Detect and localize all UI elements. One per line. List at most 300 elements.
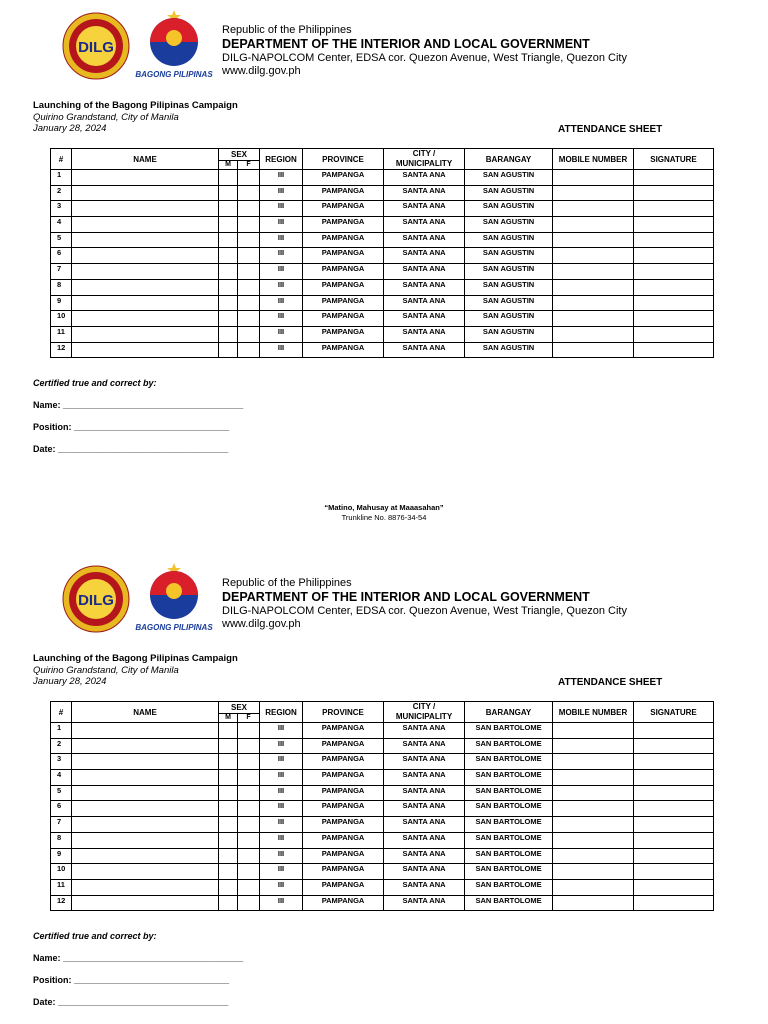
letterhead [222, 577, 627, 631]
barangay-cell: SAN BARTOLOME [465, 832, 553, 848]
table-row [51, 185, 714, 201]
col-sex-female: F [238, 160, 260, 169]
barangay-cell: SAN BARTOLOME [465, 879, 553, 895]
attendance-rows [51, 723, 714, 911]
table-row [51, 342, 714, 358]
certification [33, 931, 243, 1007]
table-row [51, 311, 714, 327]
name-cell[interactable] [72, 848, 219, 864]
province-cell: PAMPANGA [303, 201, 384, 217]
signature-cell[interactable] [634, 738, 714, 754]
province-cell: PAMPANGA [303, 754, 384, 770]
province-cell: PAMPANGA [303, 342, 384, 358]
city-cell: SANTA ANA [384, 185, 465, 201]
attendance-rows [51, 170, 714, 358]
province-cell: PAMPANGA [303, 817, 384, 833]
mobile-number-cell[interactable] [553, 801, 634, 817]
sex-male-cell[interactable] [219, 785, 238, 801]
name-cell[interactable] [72, 248, 219, 264]
province-cell: PAMPANGA [303, 848, 384, 864]
mobile-number-cell[interactable] [553, 848, 634, 864]
sex-female-cell[interactable] [238, 185, 260, 201]
city-cell: SANTA ANA [384, 295, 465, 311]
row-number: 6 [51, 248, 72, 264]
signature-cell[interactable] [634, 848, 714, 864]
row-number: 6 [51, 801, 72, 817]
region-cell: III [260, 895, 303, 911]
sex-male-cell[interactable] [219, 295, 238, 311]
sex-male-cell[interactable] [219, 264, 238, 280]
region-cell: III [260, 248, 303, 264]
col-sex-male: M [219, 160, 238, 169]
signature-cell[interactable] [634, 326, 714, 342]
sex-female-cell[interactable] [238, 232, 260, 248]
logos [62, 8, 216, 79]
region-cell: III [260, 754, 303, 770]
event-venue: Quirino Grandstand, City of Manila [33, 111, 179, 123]
region-cell: III [260, 217, 303, 233]
province-cell: PAMPANGA [303, 738, 384, 754]
row-number: 3 [51, 201, 72, 217]
sex-male-cell[interactable] [219, 201, 238, 217]
city-cell: SANTA ANA [384, 326, 465, 342]
certification [33, 378, 243, 454]
table-row [51, 201, 714, 217]
name-cell[interactable] [72, 738, 219, 754]
province-cell: PAMPANGA [303, 723, 384, 739]
province-cell: PAMPANGA [303, 832, 384, 848]
row-number: 7 [51, 264, 72, 280]
signature-cell[interactable] [634, 754, 714, 770]
sex-female-cell[interactable] [238, 738, 260, 754]
sex-male-cell[interactable] [219, 770, 238, 786]
col-city: CITY / MUNICIPALITY [384, 702, 465, 723]
mobile-number-cell[interactable] [553, 864, 634, 880]
dilg-seal-icon [62, 12, 130, 80]
sex-male-cell[interactable] [219, 217, 238, 233]
col-province: PROVINCE [303, 702, 384, 723]
barangay-cell: SAN AGUSTIN [465, 311, 553, 327]
city-cell: SANTA ANA [384, 801, 465, 817]
name-cell[interactable] [72, 264, 219, 280]
signature-cell[interactable] [634, 248, 714, 264]
table-row [51, 326, 714, 342]
sex-female-cell[interactable] [238, 770, 260, 786]
sex-female-cell[interactable] [238, 879, 260, 895]
table-row [51, 279, 714, 295]
col-num: # [51, 149, 72, 170]
name-cell[interactable] [72, 895, 219, 911]
region-cell: III [260, 295, 303, 311]
signature-cell[interactable] [634, 801, 714, 817]
region-cell: III [260, 185, 303, 201]
attendance-sheet-title: ATTENDANCE SHEET [558, 124, 663, 135]
certification-title: Certified true and correct by: [33, 931, 157, 941]
sex-female-cell[interactable] [238, 295, 260, 311]
svg-text:BAGONG PILIPINAS: BAGONG PILIPINAS [135, 623, 213, 632]
city-cell: SANTA ANA [384, 311, 465, 327]
department-address: DILG-NAPOLCOM Center, EDSA cor. Quezon Avenue, West Triangle, Quezon City [222, 605, 627, 617]
col-mobile: MOBILE NUMBER [553, 702, 634, 723]
sex-female-cell[interactable] [238, 279, 260, 295]
department-name: DEPARTMENT OF THE INTERIOR AND LOCAL GOVERNMENT [222, 590, 590, 604]
col-city: CITY / MUNICIPALITY [384, 149, 465, 170]
mobile-number-cell[interactable] [553, 895, 634, 911]
col-num: # [51, 702, 72, 723]
sex-female-cell[interactable] [238, 342, 260, 358]
signature-cell[interactable] [634, 785, 714, 801]
sex-male-cell[interactable] [219, 879, 238, 895]
sex-female-cell[interactable] [238, 264, 260, 280]
bagong-pilipinas-logo-icon [134, 561, 214, 633]
row-number: 11 [51, 879, 72, 895]
sex-male-cell[interactable] [219, 832, 238, 848]
signature-cell[interactable] [634, 185, 714, 201]
table-row [51, 170, 714, 186]
mobile-number-cell[interactable] [553, 723, 634, 739]
name-cell[interactable] [72, 326, 219, 342]
name-cell[interactable] [72, 754, 219, 770]
certifier-name-line[interactable]: Name: ____________________________________ [33, 400, 244, 410]
mobile-number-cell[interactable] [553, 170, 634, 186]
row-number: 4 [51, 217, 72, 233]
barangay-cell: SAN AGUSTIN [465, 201, 553, 217]
region-cell: III [260, 311, 303, 327]
row-number: 7 [51, 817, 72, 833]
sex-male-cell[interactable] [219, 326, 238, 342]
signature-cell[interactable] [634, 295, 714, 311]
col-province: PROVINCE [303, 149, 384, 170]
region-cell: III [260, 817, 303, 833]
city-cell: SANTA ANA [384, 864, 465, 880]
province-cell: PAMPANGA [303, 279, 384, 295]
name-cell[interactable] [72, 201, 219, 217]
name-cell[interactable] [72, 232, 219, 248]
barangay-cell: SAN AGUSTIN [465, 295, 553, 311]
region-cell: III [260, 738, 303, 754]
name-cell[interactable] [72, 817, 219, 833]
col-name: NAME [72, 149, 219, 170]
name-cell[interactable] [72, 342, 219, 358]
sex-female-cell[interactable] [238, 248, 260, 264]
signature-cell[interactable] [634, 864, 714, 880]
mobile-number-cell[interactable] [553, 326, 634, 342]
barangay-cell: SAN AGUSTIN [465, 264, 553, 280]
region-cell: III [260, 832, 303, 848]
city-cell: SANTA ANA [384, 817, 465, 833]
logos [62, 561, 216, 632]
svg-text:DILG: DILG [78, 592, 114, 609]
name-cell[interactable] [72, 801, 219, 817]
signature-cell[interactable] [634, 832, 714, 848]
col-signature: SIGNATURE [634, 702, 714, 723]
footer-trunkline: Trunkline No. 8876-34-54 [341, 513, 427, 522]
sex-male-cell[interactable] [219, 848, 238, 864]
region-cell: III [260, 201, 303, 217]
signature-cell[interactable] [634, 201, 714, 217]
region-cell: III [260, 770, 303, 786]
mobile-number-cell[interactable] [553, 185, 634, 201]
sex-male-cell[interactable] [219, 817, 238, 833]
name-cell[interactable] [72, 295, 219, 311]
certifier-name-line[interactable]: Name: ____________________________________ [33, 953, 244, 963]
sex-female-cell[interactable] [238, 723, 260, 739]
svg-text:BAGONG PILIPINAS: BAGONG PILIPINAS [135, 70, 213, 79]
sex-female-cell[interactable] [238, 326, 260, 342]
name-cell[interactable] [72, 185, 219, 201]
sex-female-cell[interactable] [238, 785, 260, 801]
row-number: 3 [51, 754, 72, 770]
sex-male-cell[interactable] [219, 248, 238, 264]
sex-male-cell[interactable] [219, 723, 238, 739]
svg-text:DILG: DILG [78, 39, 114, 56]
city-cell: SANTA ANA [384, 895, 465, 911]
col-sex-male: M [219, 713, 238, 722]
signature-cell[interactable] [634, 170, 714, 186]
event-date: January 28, 2024 [33, 676, 107, 687]
name-cell[interactable] [72, 879, 219, 895]
sex-male-cell[interactable] [219, 864, 238, 880]
barangay-cell: SAN AGUSTIN [465, 232, 553, 248]
row-number: 12 [51, 342, 72, 358]
table-row [51, 754, 714, 770]
table-row [51, 738, 714, 754]
event-title: Launching of the Bagong Pilipinas Campaign [33, 653, 238, 664]
table-row [51, 785, 714, 801]
barangay-cell: SAN BARTOLOME [465, 801, 553, 817]
region-cell: III [260, 170, 303, 186]
signature-cell[interactable] [634, 723, 714, 739]
table-row [51, 832, 714, 848]
row-number: 2 [51, 185, 72, 201]
certifier-position-line[interactable]: Position: _______________________________ [33, 422, 230, 432]
sex-female-cell[interactable] [238, 895, 260, 911]
mobile-number-cell[interactable] [553, 754, 634, 770]
department-name: DEPARTMENT OF THE INTERIOR AND LOCAL GOVERNMENT [222, 37, 590, 51]
col-mobile: MOBILE NUMBER [553, 149, 634, 170]
page-footer [0, 503, 768, 523]
row-number: 12 [51, 895, 72, 911]
name-cell[interactable] [72, 217, 219, 233]
region-cell: III [260, 848, 303, 864]
barangay-cell: SAN BARTOLOME [465, 738, 553, 754]
sex-female-cell[interactable] [238, 832, 260, 848]
city-cell: SANTA ANA [384, 879, 465, 895]
signature-cell[interactable] [634, 817, 714, 833]
barangay-cell: SAN AGUSTIN [465, 170, 553, 186]
region-cell: III [260, 785, 303, 801]
region-cell: III [260, 801, 303, 817]
mobile-number-cell[interactable] [553, 295, 634, 311]
name-cell[interactable] [72, 723, 219, 739]
sex-male-cell[interactable] [219, 738, 238, 754]
city-cell: SANTA ANA [384, 848, 465, 864]
sex-female-cell[interactable] [238, 170, 260, 186]
mobile-number-cell[interactable] [553, 279, 634, 295]
col-region: REGION [260, 702, 303, 723]
province-cell: PAMPANGA [303, 895, 384, 911]
sex-male-cell[interactable] [219, 311, 238, 327]
event-info [33, 100, 238, 135]
city-cell: SANTA ANA [384, 217, 465, 233]
certification-title: Certified true and correct by: [33, 378, 157, 388]
sex-female-cell[interactable] [238, 201, 260, 217]
row-number: 8 [51, 279, 72, 295]
table-row [51, 248, 714, 264]
row-number: 9 [51, 848, 72, 864]
sex-female-cell[interactable] [238, 848, 260, 864]
region-cell: III [260, 342, 303, 358]
event-venue: Quirino Grandstand, City of Manila [33, 664, 179, 676]
row-number: 9 [51, 295, 72, 311]
signature-cell[interactable] [634, 311, 714, 327]
website-link[interactable]: www.dilg.gov.ph [222, 618, 301, 630]
table-row [51, 295, 714, 311]
province-cell: PAMPANGA [303, 864, 384, 880]
region-cell: III [260, 326, 303, 342]
certifier-date-line[interactable]: Date: __________________________________ [33, 444, 229, 454]
region-cell: III [260, 279, 303, 295]
barangay-cell: SAN AGUSTIN [465, 217, 553, 233]
col-region: REGION [260, 149, 303, 170]
name-cell[interactable] [72, 864, 219, 880]
sex-female-cell[interactable] [238, 817, 260, 833]
signature-cell[interactable] [634, 279, 714, 295]
col-barangay: BARANGAY [465, 702, 553, 723]
certifier-date-line[interactable]: Date: __________________________________ [33, 997, 229, 1007]
row-number: 2 [51, 738, 72, 754]
mobile-number-cell[interactable] [553, 738, 634, 754]
event-title: Launching of the Bagong Pilipinas Campaign [33, 100, 238, 111]
signature-cell[interactable] [634, 770, 714, 786]
sex-male-cell[interactable] [219, 754, 238, 770]
city-cell: SANTA ANA [384, 770, 465, 786]
row-number: 8 [51, 832, 72, 848]
row-number: 10 [51, 864, 72, 880]
signature-cell[interactable] [634, 879, 714, 895]
sex-female-cell[interactable] [238, 754, 260, 770]
sex-female-cell[interactable] [238, 217, 260, 233]
row-number: 5 [51, 232, 72, 248]
republic-label: Republic of the Philippines [222, 577, 352, 589]
table-row [51, 864, 714, 880]
mobile-number-cell[interactable] [553, 232, 634, 248]
province-cell: PAMPANGA [303, 232, 384, 248]
sex-male-cell[interactable] [219, 185, 238, 201]
sex-male-cell[interactable] [219, 232, 238, 248]
city-cell: SANTA ANA [384, 738, 465, 754]
barangay-cell: SAN BARTOLOME [465, 848, 553, 864]
province-cell: PAMPANGA [303, 264, 384, 280]
sex-female-cell[interactable] [238, 864, 260, 880]
signature-cell[interactable] [634, 232, 714, 248]
signature-cell[interactable] [634, 342, 714, 358]
barangay-cell: SAN BARTOLOME [465, 817, 553, 833]
mobile-number-cell[interactable] [553, 832, 634, 848]
province-cell: PAMPANGA [303, 879, 384, 895]
sex-male-cell[interactable] [219, 170, 238, 186]
city-cell: SANTA ANA [384, 832, 465, 848]
department-address: DILG-NAPOLCOM Center, EDSA cor. Quezon Avenue, West Triangle, Quezon City [222, 52, 627, 64]
name-cell[interactable] [72, 311, 219, 327]
province-cell: PAMPANGA [303, 770, 384, 786]
mobile-number-cell[interactable] [553, 217, 634, 233]
attendance-table [50, 701, 714, 911]
barangay-cell: SAN BARTOLOME [465, 754, 553, 770]
signature-cell[interactable] [634, 217, 714, 233]
name-cell[interactable] [72, 770, 219, 786]
mobile-number-cell[interactable] [553, 201, 634, 217]
col-sex-female: F [238, 713, 260, 722]
row-number: 11 [51, 326, 72, 342]
mobile-number-cell[interactable] [553, 248, 634, 264]
table-row [51, 879, 714, 895]
city-cell: SANTA ANA [384, 264, 465, 280]
city-cell: SANTA ANA [384, 170, 465, 186]
province-cell: PAMPANGA [303, 248, 384, 264]
mobile-number-cell[interactable] [553, 770, 634, 786]
row-number: 1 [51, 170, 72, 186]
mobile-number-cell[interactable] [553, 342, 634, 358]
certifier-position-line[interactable]: Position: _______________________________ [33, 975, 230, 985]
city-cell: SANTA ANA [384, 342, 465, 358]
province-cell: PAMPANGA [303, 785, 384, 801]
row-number: 1 [51, 723, 72, 739]
region-cell: III [260, 264, 303, 280]
sex-female-cell[interactable] [238, 801, 260, 817]
mobile-number-cell[interactable] [553, 264, 634, 280]
barangay-cell: SAN BARTOLOME [465, 895, 553, 911]
event-date: January 28, 2024 [33, 123, 107, 134]
table-row [51, 770, 714, 786]
sex-male-cell[interactable] [219, 895, 238, 911]
col-sex: SEX [219, 149, 260, 161]
mobile-number-cell[interactable] [553, 879, 634, 895]
attendance-sheet-title: ATTENDANCE SHEET [558, 677, 663, 688]
region-cell: III [260, 723, 303, 739]
name-cell[interactable] [72, 279, 219, 295]
barangay-cell: SAN AGUSTIN [465, 342, 553, 358]
table-row [51, 723, 714, 739]
city-cell: SANTA ANA [384, 232, 465, 248]
footer-motto: “Matino, Mahusay at Maaasahan” [324, 503, 444, 512]
mobile-number-cell[interactable] [553, 817, 634, 833]
sex-female-cell[interactable] [238, 311, 260, 327]
signature-cell[interactable] [634, 895, 714, 911]
barangay-cell: SAN BARTOLOME [465, 864, 553, 880]
signature-cell[interactable] [634, 264, 714, 280]
website-link[interactable]: www.dilg.gov.ph [222, 65, 301, 77]
sex-male-cell[interactable] [219, 801, 238, 817]
name-cell[interactable] [72, 785, 219, 801]
name-cell[interactable] [72, 832, 219, 848]
city-cell: SANTA ANA [384, 785, 465, 801]
region-cell: III [260, 864, 303, 880]
mobile-number-cell[interactable] [553, 311, 634, 327]
barangay-cell: SAN AGUSTIN [465, 279, 553, 295]
mobile-number-cell[interactable] [553, 785, 634, 801]
sex-male-cell[interactable] [219, 342, 238, 358]
province-cell: PAMPANGA [303, 295, 384, 311]
barangay-cell: SAN BARTOLOME [465, 723, 553, 739]
table-row [51, 232, 714, 248]
table-row [51, 264, 714, 280]
barangay-cell: SAN BARTOLOME [465, 785, 553, 801]
name-cell[interactable] [72, 170, 219, 186]
sex-male-cell[interactable] [219, 279, 238, 295]
province-cell: PAMPANGA [303, 170, 384, 186]
barangay-cell: SAN AGUSTIN [465, 326, 553, 342]
